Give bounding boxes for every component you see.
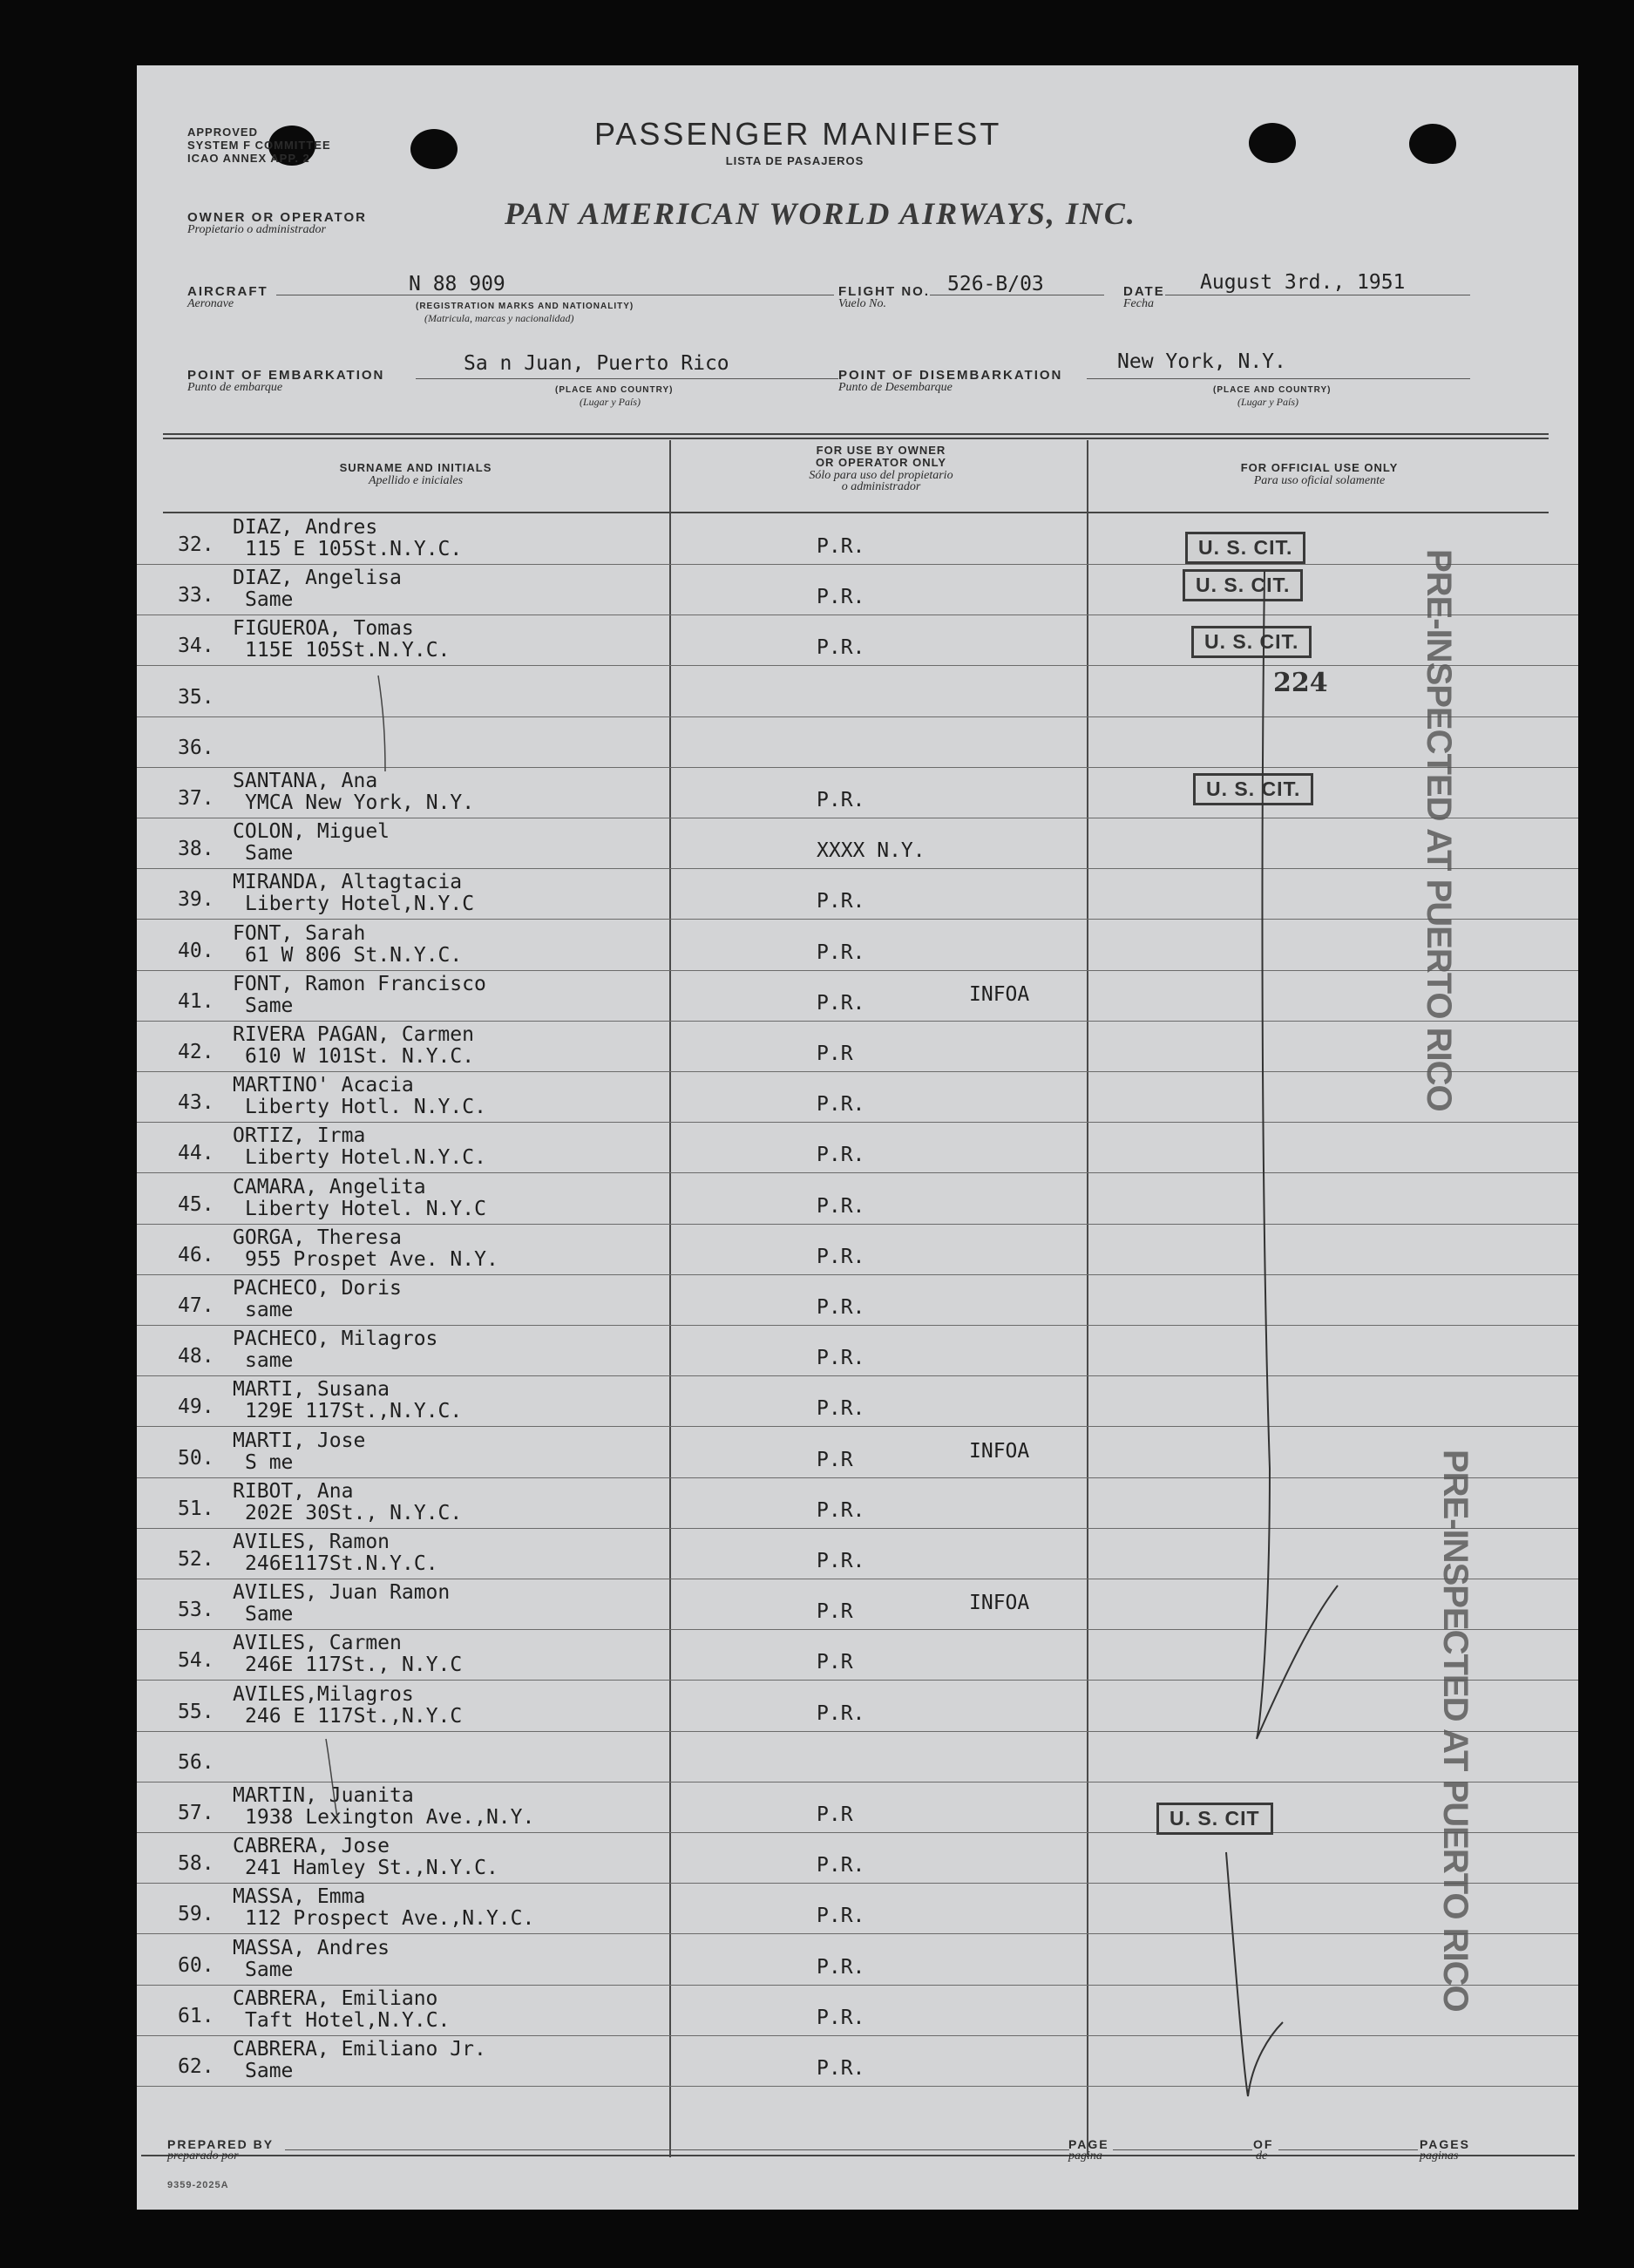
passenger-name: MARTIN, Juanita [233, 1784, 414, 1807]
of-line [1278, 2149, 1418, 2150]
row-number: 38. [178, 838, 214, 861]
prepared-by-label-es: preparado por [167, 2149, 239, 2163]
page-title: PASSENGER MANIFEST [594, 116, 1002, 152]
aircraft-label-es: Aeronave [187, 297, 234, 310]
remark: INFOA [969, 1439, 1030, 1463]
date-value: August 3rd., 1951 [1200, 271, 1406, 294]
col-surname-header: SURNAME AND INITIALS [339, 461, 492, 474]
row-number: 62. [178, 2055, 214, 2078]
operator-note: P.R. [817, 2057, 865, 2080]
aircraft-value: N 88 909 [409, 273, 505, 295]
row-number: 32. [178, 533, 214, 556]
passenger-name: MARTI, Susana [233, 1378, 390, 1402]
passenger-name: AVILES,Milagros [233, 1682, 414, 1706]
operator-note: P.R. [817, 991, 865, 1015]
passenger-address: Liberty Hotel. N.Y.C [245, 1197, 486, 1220]
row-number: 47. [178, 1294, 214, 1317]
owner-label: OWNER OR OPERATOR [187, 210, 367, 225]
disembark-label: POINT OF DISEMBARKATION [838, 368, 1063, 383]
disembark-value: New York, N.Y. [1117, 350, 1286, 373]
operator-note: P.R. [817, 1397, 865, 1421]
passenger-name: CABRERA, Emiliano [233, 1986, 438, 2010]
row-number: 44. [178, 1142, 214, 1165]
operator-note: P.R. [817, 1245, 865, 1268]
disembark-place-note-es: (Lugar y País) [1237, 396, 1298, 408]
page-line [1113, 2149, 1252, 2150]
passenger-address: Same [245, 588, 294, 612]
row-number: 49. [178, 1395, 214, 1419]
us-cit-stamp: U. S. CIT [1156, 1803, 1273, 1835]
operator-note: P.R. [817, 789, 865, 811]
row-number: 59. [178, 1903, 214, 1926]
operator-note: P.R [817, 1651, 853, 1674]
row-number: 50. [178, 1446, 214, 1470]
col-owner-header-1: FOR USE BY OWNER [816, 444, 946, 457]
passenger-address: 129E 117St.,N.Y.C. [245, 1400, 463, 1423]
col-surname-header-es: Apellido e iniciales [368, 474, 464, 487]
row-number: 39. [178, 888, 214, 912]
operator-note: P.R. [817, 1854, 865, 1878]
row-number: 53. [178, 1599, 214, 1622]
passenger-name: FONT, Ramon Francisco [233, 972, 486, 995]
manifest-sheet [137, 65, 1578, 2210]
passenger-name: AVILES, Carmen [233, 1632, 402, 1655]
flight-label: FLIGHT NO. [838, 284, 930, 299]
of-label: OF [1253, 2137, 1274, 2151]
row-number: 43. [178, 1091, 214, 1115]
registration-note: (REGISTRATION MARKS AND NATIONALITY) [416, 302, 634, 311]
operator-note: P.R [817, 1448, 853, 1471]
row-number: 52. [178, 1548, 214, 1571]
remark: INFOA [969, 982, 1030, 1006]
owner-label-es: Propietario o administrador [187, 223, 326, 236]
passenger-name: MARTINO' Acacia [233, 1074, 414, 1097]
row-number: 54. [178, 1649, 214, 1673]
page-label: PAGE [1068, 2137, 1109, 2151]
prepared-by-label: PREPARED BY [167, 2137, 275, 2151]
passenger-name: RIBOT, Ana [233, 1479, 354, 1503]
passenger-name: RIVERA PAGAN, Carmen [233, 1023, 474, 1046]
row-number: 61. [178, 2004, 214, 2027]
remark: INFOA [969, 1592, 1030, 1615]
passenger-address: same [245, 1349, 294, 1373]
passenger-name: PACHECO, Milagros [233, 1328, 438, 1351]
check-mark [1226, 1852, 1283, 2096]
operator-note: P.R. [817, 1296, 865, 1319]
us-cit-stamp: U. S. CIT. [1191, 626, 1312, 658]
row-number: 57. [178, 1802, 214, 1824]
page-subtitle: LISTA DE PASAJEROS [725, 154, 864, 167]
passenger-address: same [245, 1299, 294, 1321]
embark-label-es: Punto de embarque [187, 381, 283, 394]
disembark-place-note: (PLACE AND COUNTRY) [1213, 385, 1332, 395]
icao-annex-label: ICAO ANNEX APP. 2 [187, 152, 310, 165]
passenger-address: 112 Prospect Ave.,N.Y.C. [245, 1907, 535, 1931]
operator-note: P.R. [817, 535, 865, 558]
registration-note-es: (Matricula, marcas y nacionalidad) [424, 312, 574, 324]
passenger-address: 61 W 806 St.N.Y.C. [245, 943, 463, 967]
row-number: 34. [178, 635, 214, 658]
operator-note: P.R. [817, 636, 865, 660]
operator-note: P.R. [817, 1498, 865, 1522]
passenger-name: CABRERA, Emiliano Jr. [233, 2038, 486, 2061]
embark-place-note-es: (Lugar y País) [580, 396, 641, 408]
date-label-es: Fecha [1123, 297, 1154, 310]
passenger-address: S me [245, 1450, 294, 1474]
passenger-address: Same [245, 994, 294, 1017]
row-number: 56. [178, 1750, 214, 1774]
passenger-address: Taft Hotel,N.Y.C. [245, 2008, 451, 2032]
passenger-name: MASSA, Andres [233, 1936, 390, 1959]
col-official-header: FOR OFFICIAL USE ONLY [1240, 461, 1399, 474]
operator-note: P.R. [817, 1955, 865, 1979]
row-number: 42. [178, 1041, 214, 1063]
col-official-header-es: Para uso oficial solamente [1253, 474, 1386, 487]
operator-note: P.R [817, 1042, 853, 1065]
row-number: 40. [178, 939, 214, 962]
passenger-name: DIAZ, Angelisa [233, 567, 402, 590]
col-owner-header-es-1: Sólo para uso del propietario [809, 469, 953, 482]
pages-label: PAGES [1420, 2137, 1470, 2151]
col-owner-header-es-2: o administrador [841, 480, 921, 493]
operator-note: P.R. [817, 940, 865, 964]
row-number: 58. [178, 1852, 214, 1876]
aircraft-label: AIRCRAFT [187, 284, 268, 299]
page-label-es: pagina [1068, 2149, 1102, 2163]
prepared-by-line [285, 2149, 1069, 2150]
row-number: 35. [178, 685, 214, 709]
row-number: 60. [178, 1953, 214, 1977]
pencil-stroke [326, 1739, 337, 1817]
passenger-address: YMCA New York, N.Y. [245, 791, 475, 814]
passenger-address: 955 Prospet Ave. N.Y. [245, 1247, 498, 1271]
embark-place-note: (PLACE AND COUNTRY) [555, 385, 674, 395]
passenger-address: 246E 117St., N.Y.C [245, 1653, 463, 1677]
us-cit-stamp: U. S. CIT. [1185, 532, 1305, 564]
passenger-address: Liberty Hotel.N.Y.C. [245, 1146, 486, 1170]
date-label: DATE [1123, 284, 1165, 299]
passenger-address: 115 E 105St.N.Y.C. [245, 538, 463, 560]
form-number: 9359-2025A [167, 2180, 229, 2190]
disembark-label-es: Punto de Desembarque [838, 381, 953, 394]
passenger-name: MASSA, Emma [233, 1885, 366, 1909]
passenger-name: FIGUEROA, Tomas [233, 617, 414, 641]
row-number: 36. [178, 736, 214, 759]
passenger-name: AVILES, Juan Ramon [233, 1581, 451, 1605]
check-mark [1257, 571, 1338, 1739]
passenger-address: Liberty Hotl. N.Y.C. [245, 1096, 486, 1119]
row-number: 48. [178, 1345, 214, 1368]
row-number: 55. [178, 1700, 214, 1723]
passenger-address: 1938 Lexington Ave.,N.Y. [245, 1806, 535, 1829]
operator-note: P.R. [817, 1550, 865, 1572]
row-number: 45. [178, 1192, 214, 1216]
approved-label: APPROVED [187, 126, 258, 139]
operator-note: P.R [817, 1600, 853, 1624]
passenger-address: 241 Hamley St.,N.Y.C. [245, 1857, 498, 1880]
stamp-number: 224 [1273, 668, 1328, 698]
passenger-address: Same [245, 1603, 294, 1626]
airline-name: PAN AMERICAN WORLD AIRWAYS, INC. [505, 196, 1136, 231]
flight-value: 526-B/03 [947, 273, 1044, 295]
row-number: 46. [178, 1243, 214, 1266]
passenger-name: AVILES, Ramon [233, 1531, 390, 1553]
operator-note: P.R [817, 1803, 853, 1826]
passenger-address: 610 W 101St. N.Y.C. [245, 1045, 475, 1068]
of-label-es: de [1256, 2149, 1268, 2163]
us-cit-stamp: U. S. CIT. [1183, 569, 1303, 601]
pre-inspected-stamp: PRE-INSPECTED AT PUERTO RICO [1436, 1450, 1475, 2012]
row-number: 51. [178, 1497, 214, 1520]
passenger-name: DIAZ, Andres [233, 516, 378, 539]
operator-note: P.R. [817, 890, 865, 913]
flight-label-es: Vuelo No. [838, 297, 886, 310]
passenger-name: MIRANDA, Altagtacia [233, 871, 463, 894]
operator-note: P.R. [817, 2006, 865, 2029]
passenger-name: ORTIZ, Irma [233, 1124, 366, 1148]
passenger-address: 202E 30St., N.Y.C. [245, 1501, 463, 1524]
passenger-address: 246 E 117St.,N.Y.C [245, 1704, 463, 1728]
passenger-name: MARTI, Jose [233, 1429, 366, 1452]
system-committee-label: SYSTEM F COMMITTEE [187, 139, 331, 152]
operator-note: P.R. [817, 1093, 865, 1117]
operator-note: P.R. [817, 586, 865, 609]
passenger-name: CABRERA, Jose [233, 1835, 390, 1858]
passenger-address: Same [245, 1958, 294, 1981]
operator-note: P.R. [817, 1347, 865, 1370]
pencil-stroke [378, 676, 385, 771]
row-number: 41. [178, 989, 214, 1013]
operator-note: P.R. [817, 1194, 865, 1218]
passenger-address: 115E 105St.N.Y.C. [245, 639, 451, 662]
col-owner-header-2: OR OPERATOR ONLY [815, 456, 947, 469]
pre-inspected-stamp: PRE-INSPECTED AT PUERTO RICO [1420, 549, 1458, 1111]
pencil-marks [137, 65, 1578, 2210]
passenger-address: Liberty Hotel,N.Y.C [245, 893, 475, 916]
operator-note: P.R. [817, 1905, 865, 1928]
passenger-address: Same [245, 842, 294, 866]
passenger-name: GORGA, Theresa [233, 1226, 402, 1249]
embark-value: Sa n Juan, Puerto Rico [464, 352, 729, 375]
row-number: 33. [178, 584, 214, 608]
row-number: 37. [178, 787, 214, 810]
passenger-address: Same [245, 2060, 294, 2082]
passenger-name: CAMARA, Angelita [233, 1175, 426, 1199]
us-cit-stamp: U. S. CIT. [1193, 773, 1313, 805]
operator-note: XXXX N.Y. [817, 839, 925, 863]
embark-label: POINT OF EMBARKATION [187, 368, 385, 383]
passenger-name: SANTANA, Ana [233, 770, 378, 792]
operator-note: P.R. [817, 1701, 865, 1725]
passenger-address: 246E117St.N.Y.C. [245, 1552, 438, 1575]
passenger-name: PACHECO, Doris [233, 1277, 402, 1300]
pages-label-es: paginas [1420, 2149, 1459, 2163]
operator-note: P.R. [817, 1144, 865, 1167]
passenger-name: FONT, Sarah [233, 921, 366, 945]
passenger-name: COLON, Miguel [233, 820, 390, 844]
